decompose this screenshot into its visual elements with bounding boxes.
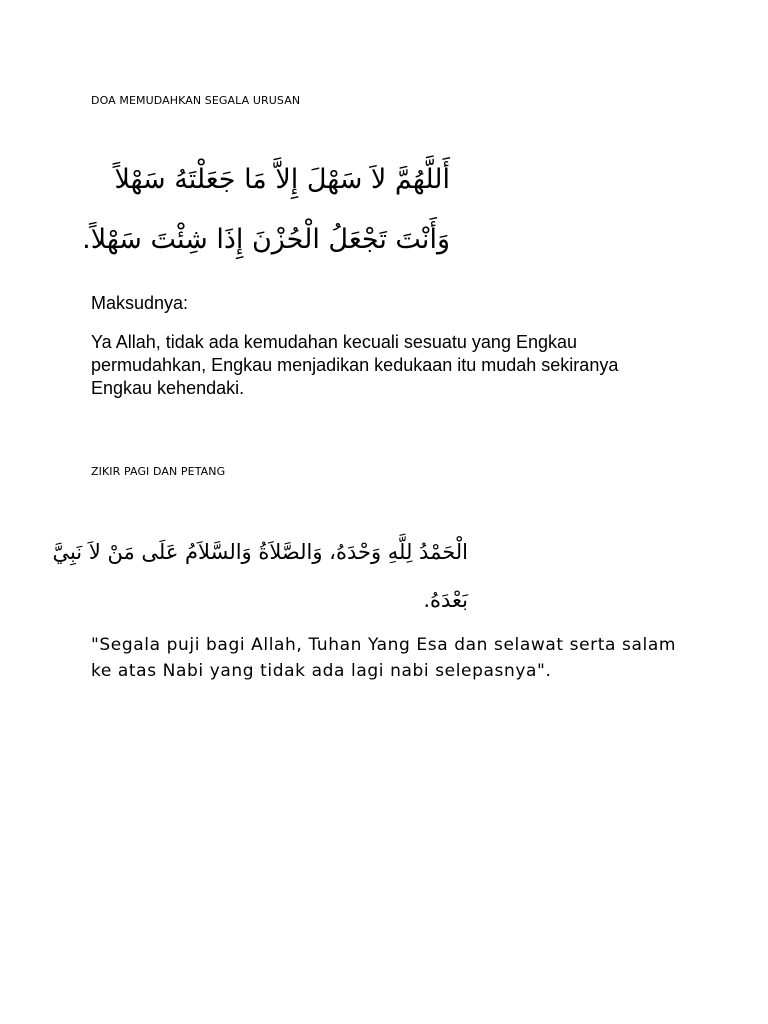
arabic-line-1: أَللَّهُمَّ لاَ سَهْلَ إِلاَّ مَا جَعَلْتَهُ سَهْلاً: [114, 164, 450, 195]
arabic-zikir-line-2: بَعْدَهُ.: [423, 588, 468, 612]
meaning-label: Maksudnya:: [91, 293, 189, 313]
zikir-translation: "Segala puji bagi Allah, Tuhan Yang Esa dan selawat serta salam ke atas Nabi yang tidak ada lagi nabi selepasnya".: [91, 635, 677, 681]
arabic-zikir-line-1: الْحَمْدُ لِلَّهِ وَحْدَهُ، وَالصَّلاَةُ وَالسَّلاَمُ عَلَى مَنْ لاَ نَبِيَّ: [52, 540, 468, 564]
arabic-line-2: وَأَنْتَ تَجْعَلُ الْحُزْنَ إِذَا شِئْتَ سَهْلاً.: [82, 224, 450, 255]
meaning-text: Ya Allah, tidak ada kemudahan kecuali sesuatu yang Engkau permudahkan, Engkau menjadikan kedukaan itu mudah sekiranya Engkau kehendaki.: [91, 332, 619, 398]
arabic-zikir: [52, 528, 468, 624]
section-heading-doa: DOA MEMUDAHKAN SEGALA URUSAN: [91, 94, 301, 107]
arabic-prayer-doa: [82, 150, 450, 270]
section-heading-zikir: ZIKIR PAGI DAN PETANG: [91, 465, 226, 478]
